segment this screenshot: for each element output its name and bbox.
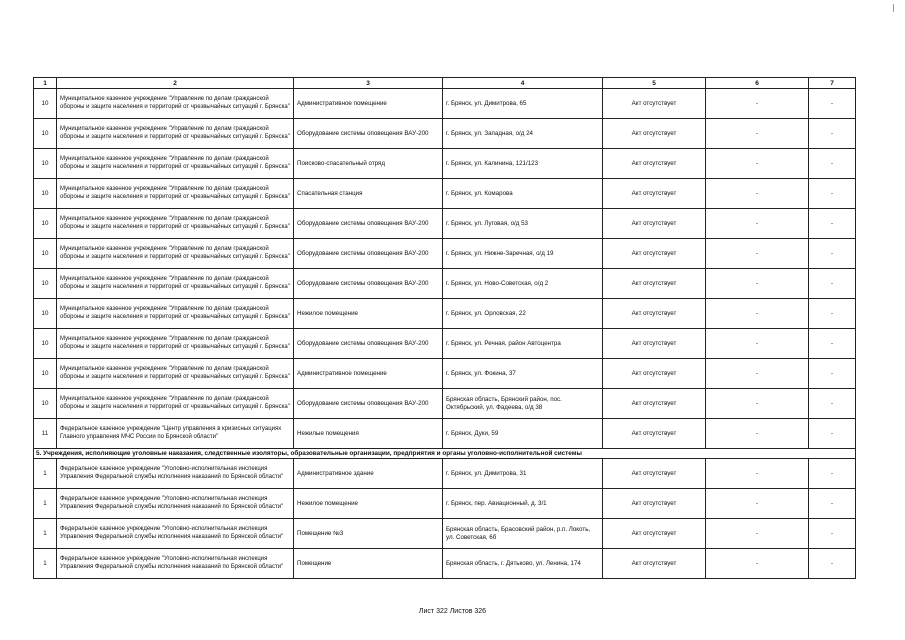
address-cell: г. Брянск, ул. Нижне-Заречная, о/д 19 — [443, 239, 603, 269]
table-row — [34, 119, 856, 149]
act-status-cell: Акт отсутствует — [603, 389, 706, 419]
act-status-cell: Акт отсутствует — [603, 209, 706, 239]
row-number-cell: 10 — [34, 89, 57, 119]
act-status-cell: Акт отсутствует — [603, 549, 706, 579]
column-6-cell: - — [706, 549, 809, 579]
organization-cell: Федеральное казенное учреждение "Уголовно-исполнительная инспекция Управления Федеральной службы исполнения наказаний по Брянской области" — [57, 459, 294, 489]
object-name-cell: Оборудование системы оповещения ВАУ-200 — [294, 269, 443, 299]
object-name-cell: Нежилое помещение — [294, 299, 443, 329]
column-header-4: 4 — [443, 78, 603, 89]
act-status-cell: Акт отсутствует — [603, 329, 706, 359]
column-7-cell: - — [809, 459, 856, 489]
table-row — [34, 209, 856, 239]
row-number-cell: 11 — [34, 419, 57, 449]
act-status-cell: Акт отсутствует — [603, 519, 706, 549]
column-7-cell: - — [809, 519, 856, 549]
column-6-cell: - — [706, 89, 809, 119]
act-status-cell: Акт отсутствует — [603, 489, 706, 519]
column-7-cell: - — [809, 359, 856, 389]
table-row — [34, 489, 856, 519]
column-header-2: 2 — [57, 78, 294, 89]
act-status-cell: Акт отсутствует — [603, 119, 706, 149]
row-number-cell: 10 — [34, 209, 57, 239]
table-row — [34, 239, 856, 269]
column-7-cell: - — [809, 239, 856, 269]
section-heading-row — [34, 449, 856, 459]
address-cell: Брянская область, г. Дятьково, ул. Ленина, 174 — [443, 549, 603, 579]
column-6-cell: - — [706, 239, 809, 269]
column-6-cell: - — [706, 119, 809, 149]
column-7-cell: - — [809, 119, 856, 149]
column-7-cell: - — [809, 489, 856, 519]
organization-cell: Муниципальное казенное учреждение "Управление по делам гражданской обороны и защите населения и территорий от чрезвычайных ситуаций г. Брянска" — [57, 389, 294, 419]
organization-cell: Федеральное казенное учреждение "Уголовно-исполнительная инспекция Управления Федеральной службы исполнения наказаний по Брянской области" — [57, 489, 294, 519]
table-row — [34, 519, 856, 549]
address-cell: Брянская область, Брасовский район, р.п. Локоть, ул. Советская, 6б — [443, 519, 603, 549]
object-name-cell: Помещение №3 — [294, 519, 443, 549]
object-name-cell: Оборудование системы оповещения ВАУ-200 — [294, 239, 443, 269]
address-cell: г. Брянск, ул. Калинина, 121/123 — [443, 149, 603, 179]
object-name-cell: Спасательная станция — [294, 179, 443, 209]
scan-edge-mark — [893, 4, 894, 12]
address-cell: г. Брянск, Дуки, 59 — [443, 419, 603, 449]
act-status-cell: Акт отсутствует — [603, 149, 706, 179]
row-number-cell: 10 — [34, 149, 57, 179]
column-6-cell: - — [706, 269, 809, 299]
act-status-cell: Акт отсутствует — [603, 239, 706, 269]
address-cell: г. Брянск, ул. Западная, о/д 24 — [443, 119, 603, 149]
column-7-cell: - — [809, 209, 856, 239]
column-header-1: 1 — [34, 78, 57, 89]
row-number-cell: 10 — [34, 389, 57, 419]
object-name-cell: Помещение — [294, 549, 443, 579]
column-7-cell: - — [809, 419, 856, 449]
column-7-cell: - — [809, 179, 856, 209]
act-status-cell: Акт отсутствует — [603, 419, 706, 449]
table-row — [34, 419, 856, 449]
table-row — [34, 389, 856, 419]
table-row — [34, 89, 856, 119]
row-number-cell: 10 — [34, 329, 57, 359]
act-status-cell: Акт отсутствует — [603, 269, 706, 299]
table-row — [34, 299, 856, 329]
table-row — [34, 549, 856, 579]
row-number-cell: 10 — [34, 359, 57, 389]
organization-cell: Муниципальное казенное учреждение "Управление по делам гражданской обороны и защите населения и территорий от чрезвычайных ситуаций г. Брянска" — [57, 269, 294, 299]
column-7-cell: - — [809, 549, 856, 579]
column-number-header-row — [34, 78, 856, 89]
organization-cell: Муниципальное казенное учреждение "Управление по делам гражданской обороны и защите населения и территорий от чрезвычайных ситуаций г. Брянска" — [57, 329, 294, 359]
registry-table — [33, 77, 856, 579]
act-status-cell: Акт отсутствует — [603, 179, 706, 209]
column-7-cell: - — [809, 389, 856, 419]
table-row — [34, 179, 856, 209]
object-name-cell: Оборудование системы оповещения ВАУ-200 — [294, 119, 443, 149]
table-row — [34, 459, 856, 489]
organization-cell: Муниципальное казенное учреждение "Управление по делам гражданской обороны и защите населения и территорий от чрезвычайных ситуаций г. Брянска" — [57, 299, 294, 329]
row-number-cell: 10 — [34, 299, 57, 329]
column-header-3: 3 — [294, 78, 443, 89]
column-7-cell: - — [809, 269, 856, 299]
address-cell: г. Брянск, ул. Ново-Советская, о/д 2 — [443, 269, 603, 299]
column-6-cell: - — [706, 209, 809, 239]
registry-table-body — [34, 89, 856, 579]
object-name-cell: Оборудование системы оповещения ВАУ-200 — [294, 329, 443, 359]
organization-cell: Муниципальное казенное учреждение "Управление по делам гражданской обороны и защите населения и территорий от чрезвычайных ситуаций г. Брянска" — [57, 179, 294, 209]
act-status-cell: Акт отсутствует — [603, 89, 706, 119]
address-cell: Брянская область, Брянский район, пос. Октябрьский, ул. Фадеева, о/д 38 — [443, 389, 603, 419]
address-cell: г. Брянск, ул. Фокина, 37 — [443, 359, 603, 389]
row-number-cell: 10 — [34, 239, 57, 269]
column-7-cell: - — [809, 149, 856, 179]
object-name-cell: Оборудование системы оповещения ВАУ-200 — [294, 209, 443, 239]
organization-cell: Муниципальное казенное учреждение "Управление по делам гражданской обороны и защите населения и территорий от чрезвычайных ситуаций г. Брянска" — [57, 359, 294, 389]
object-name-cell: Административное здание — [294, 459, 443, 489]
column-6-cell: - — [706, 519, 809, 549]
object-name-cell: Нежилые помещения — [294, 419, 443, 449]
act-status-cell: Акт отсутствует — [603, 299, 706, 329]
address-cell: г. Брянск, ул. Димитрова, 31 — [443, 459, 603, 489]
column-7-cell: - — [809, 329, 856, 359]
table-row — [34, 149, 856, 179]
column-6-cell: - — [706, 459, 809, 489]
column-6-cell: - — [706, 389, 809, 419]
object-name-cell: Поисково-спасательный отряд — [294, 149, 443, 179]
object-name-cell: Административное помещение — [294, 89, 443, 119]
row-number-cell: 10 — [34, 269, 57, 299]
section-title: 5. Учреждения, исполняющие уголовные наказания, следственные изоляторы, образовательные организации, предприятия и органы уголовно-исполнительной системы — [34, 449, 856, 459]
address-cell: г. Брянск, ул. Речная, район Автоцентра — [443, 329, 603, 359]
object-name-cell: Нежилое помещение — [294, 489, 443, 519]
organization-cell: Муниципальное казенное учреждение "Управление по делам гражданской обороны и защите населения и территорий от чрезвычайных ситуаций г. Брянска" — [57, 119, 294, 149]
column-7-cell: - — [809, 299, 856, 329]
column-header-5: 5 — [603, 78, 706, 89]
address-cell: г. Брянск, пер. Авиационный, д. 3/1 — [443, 489, 603, 519]
table-row — [34, 269, 856, 299]
organization-cell: Муниципальное казенное учреждение "Управление по делам гражданской обороны и защите населения и территорий от чрезвычайных ситуаций г. Брянска" — [57, 209, 294, 239]
sheet-footer: Лист 322 Листов 326 — [418, 608, 487, 615]
column-6-cell: - — [706, 179, 809, 209]
row-number-cell: 10 — [34, 179, 57, 209]
object-name-cell: Оборудование системы оповещения ВАУ-200 — [294, 389, 443, 419]
table-row — [34, 359, 856, 389]
row-number-cell: 10 — [34, 119, 57, 149]
column-6-cell: - — [706, 149, 809, 179]
organization-cell: Муниципальное казенное учреждение "Управление по делам гражданской обороны и защите населения и территорий от чрезвычайных ситуаций г. Брянска" — [57, 239, 294, 269]
row-number-cell: 1 — [34, 459, 57, 489]
column-6-cell: - — [706, 489, 809, 519]
organization-cell: Федеральное казенное учреждение "Уголовно-исполнительная инспекция Управления Федеральной службы исполнения наказаний по Брянской области" — [57, 549, 294, 579]
organization-cell: Федеральное казенное учреждение "Центр управления в кризисных ситуациях Главного управления МЧС России по Брянской области" — [57, 419, 294, 449]
column-header-7: 7 — [809, 78, 856, 89]
column-6-cell: - — [706, 299, 809, 329]
row-number-cell: 1 — [34, 489, 57, 519]
organization-cell: Федеральное казенное учреждение "Уголовно-исполнительная инспекция Управления Федеральной службы исполнения наказаний по Брянской области" — [57, 519, 294, 549]
act-status-cell: Акт отсутствует — [603, 359, 706, 389]
column-header-6: 6 — [706, 78, 809, 89]
address-cell: г. Брянск, ул. Орловская, 22 — [443, 299, 603, 329]
organization-cell: Муниципальное казенное учреждение "Управление по делам гражданской обороны и защите населения и территорий от чрезвычайных ситуаций г. Брянска" — [57, 89, 294, 119]
table-row — [34, 329, 856, 359]
address-cell: г. Брянск, ул. Луговая, о/д 53 — [443, 209, 603, 239]
organization-cell: Муниципальное казенное учреждение "Управление по делам гражданской обороны и защите населения и территорий от чрезвычайных ситуаций г. Брянска" — [57, 149, 294, 179]
column-7-cell: - — [809, 89, 856, 119]
column-6-cell: - — [706, 359, 809, 389]
object-name-cell: Административное помещение — [294, 359, 443, 389]
row-number-cell: 1 — [34, 519, 57, 549]
address-cell: г. Брянск, ул. Димитрова, 65 — [443, 89, 603, 119]
row-number-cell: 1 — [34, 549, 57, 579]
column-6-cell: - — [706, 419, 809, 449]
column-6-cell: - — [706, 329, 809, 359]
act-status-cell: Акт отсутствует — [603, 459, 706, 489]
address-cell: г. Брянск, ул. Комарова — [443, 179, 603, 209]
